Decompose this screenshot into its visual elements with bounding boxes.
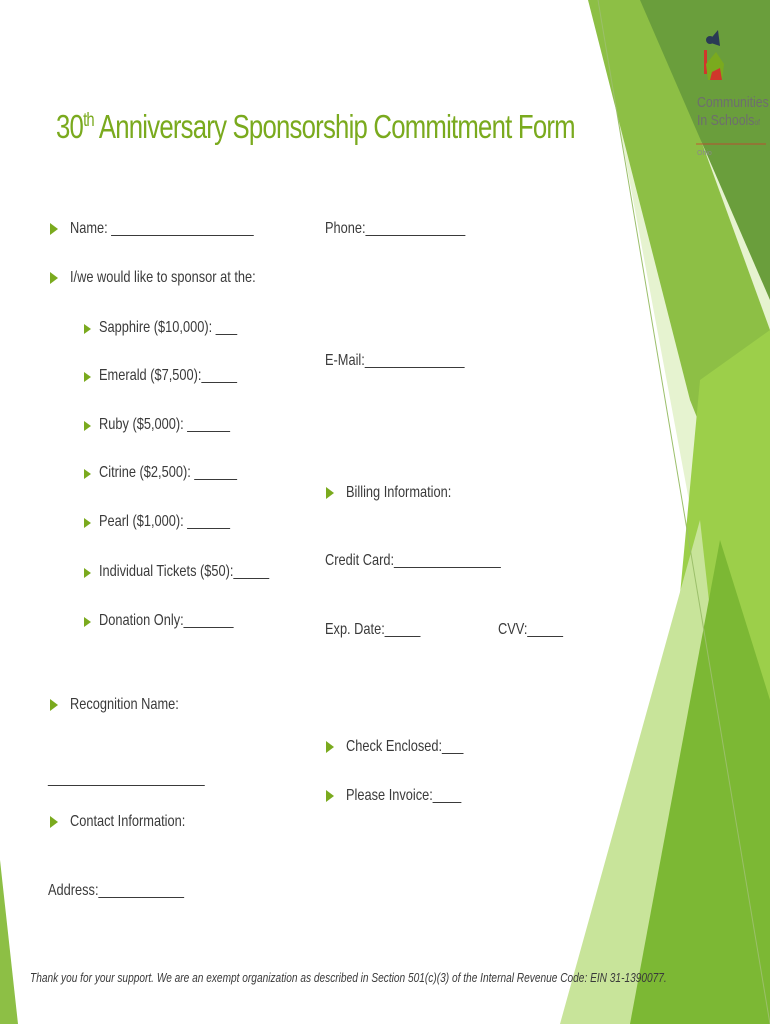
bullet-arrow-icon [326,487,334,499]
level-pearl[interactable]: Pearl ($1,000): ______ [99,513,230,530]
logo-text-of: of [754,118,760,127]
recognition-name-label: Recognition Name: [70,696,179,713]
level-individual-tickets[interactable]: Individual Tickets ($50):_____ [99,563,270,580]
bullet-arrow-icon [84,324,91,334]
bullet-arrow-icon [50,223,58,235]
logo-text-communities: Communities [697,94,769,111]
contact-information-label: Contact Information: [70,813,186,830]
bullet-arrow-icon [50,272,58,284]
logo-text-ohio: Ohio [697,150,712,157]
bullet-arrow-icon [84,372,91,382]
level-donation-only[interactable]: Donation Only:_______ [99,612,234,629]
page-title: 30th Anniversary Sponsorship Commitment Form [56,108,575,145]
check-enclosed-field[interactable]: Check Enclosed:___ [346,738,464,755]
bullet-arrow-icon [84,421,91,431]
phone-field[interactable]: Phone:______________ [325,220,466,237]
bullet-arrow-icon [84,518,91,528]
recognition-name-field[interactable]: ______________________ [48,770,205,787]
logo-text-in-schools: In Schoolsof [697,112,760,129]
level-citrine[interactable]: Citrine ($2,500): ______ [99,464,238,481]
cvv-field[interactable]: CVV:_____ [498,621,563,638]
address-field[interactable]: Address:____________ [48,882,184,899]
level-ruby[interactable]: Ruby ($5,000): ______ [99,416,230,433]
sponsor-intro: I/we would like to sponsor at the: [70,269,256,286]
bullet-arrow-icon [84,568,91,578]
exp-date-field[interactable]: Exp. Date:_____ [325,621,421,638]
credit-card-field[interactable]: Credit Card:_______________ [325,552,501,569]
billing-information-label: Billing Information: [346,484,452,501]
bullet-arrow-icon [50,816,58,828]
name-field[interactable]: Name: ____________________ [70,220,254,237]
level-sapphire[interactable]: Sapphire ($10,000): ___ [99,319,238,336]
level-emerald[interactable]: Emerald ($7,500):_____ [99,367,238,384]
bullet-arrow-icon [84,617,91,627]
bullet-arrow-icon [50,699,58,711]
footer-note: Thank you for your support. We are an exempt organization as described in Section 501(c)(3) of the Internal Revenue Code: EIN 31-1390077. [30,970,667,985]
email-field[interactable]: E-Mail:______________ [325,352,465,369]
bullet-arrow-icon [326,790,334,802]
bullet-arrow-icon [326,741,334,753]
please-invoice-field[interactable]: Please Invoice:____ [346,787,462,804]
bullet-arrow-icon [84,469,91,479]
